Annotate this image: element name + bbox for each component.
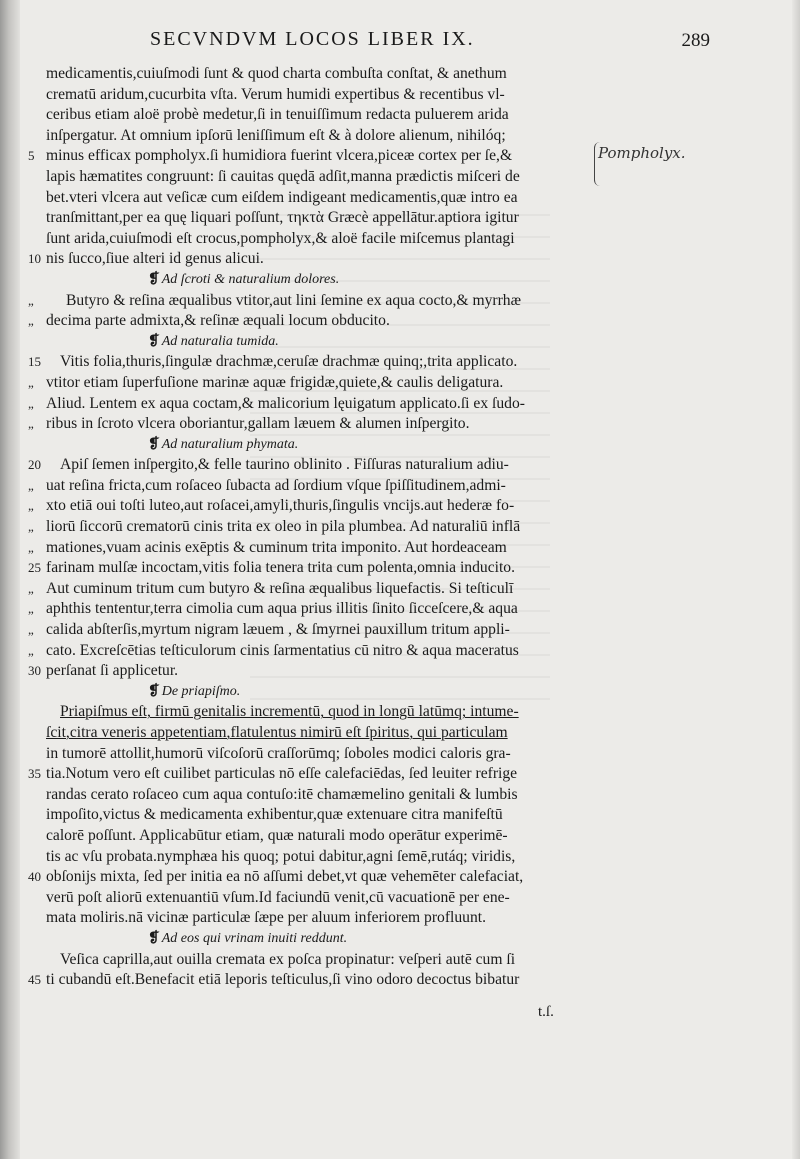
- line-text: randas cerato roſaceo cum aqua contuſo:itē chamæmelino genitali & lumbis: [46, 785, 518, 803]
- line-text: Vitis folia,thuris,ſingulæ drachmæ,ceruſæ drachmæ quinq;,trita applicato.: [60, 353, 518, 371]
- pilcrow-icon: ❡: [148, 436, 160, 452]
- line-marker: „: [28, 519, 34, 535]
- line-marker: „: [28, 622, 34, 638]
- section-heading-line: [28, 332, 603, 353]
- line-text: perſanat ſi applicetur.: [46, 662, 179, 680]
- page-edge: [792, 0, 800, 1159]
- heading-wrapper: [148, 682, 240, 703]
- line-text: bet.vteri vlcera aut veſicæ cum eiſdem indigeant medicamentis,quæ intro ea: [46, 188, 518, 206]
- line-marker: „: [28, 580, 34, 596]
- text-line: [28, 394, 603, 415]
- line-marker: 40: [28, 869, 41, 885]
- text-line: [28, 229, 603, 250]
- text-line: [28, 146, 603, 167]
- heading-text: Ad naturalia tumida.: [161, 333, 279, 349]
- line-marker: 35: [28, 766, 41, 782]
- heading-text: De priapiſmo.: [161, 683, 241, 699]
- line-marker: „: [28, 374, 34, 390]
- line-text: Priapiſmus eſt, firmū genitalis incrementū, quod in longū latūmq; intume-: [60, 703, 519, 721]
- line-text: inſpergatur. At omnium ipſorū leniſſimum eſt & à dolore alienum, nihilóq;: [46, 126, 506, 144]
- line-text: decima parte admixta,& reſinæ æquali locum obducito.: [46, 312, 390, 330]
- heading-text: Ad naturalium phymata.: [161, 436, 299, 452]
- catchword: t.ſ.: [538, 1004, 554, 1020]
- line-text: ceribus etiam aloë probè medetur,ſi in tenuiſſimum redacta puluerem arida: [46, 106, 509, 124]
- text-line: [28, 805, 603, 826]
- section-heading-line: [28, 929, 603, 950]
- pilcrow-icon: ❡: [148, 333, 160, 349]
- text-line: [28, 785, 603, 806]
- line-marker: 5: [28, 148, 35, 164]
- line-text: tranſmittant,per ea quę liquari poſſunt, τηκτὰ Græcè appellātur.aptiora igitur: [46, 209, 519, 227]
- text-line: [28, 208, 603, 229]
- line-marker: „: [28, 292, 34, 308]
- text-line: [28, 558, 603, 579]
- text-line: [28, 826, 603, 847]
- line-text: mationes,vuam acinis exēptis & cuminum trita imponito. Aut hordeaceam: [46, 538, 507, 556]
- line-marker: 20: [28, 457, 41, 473]
- line-text: ſunt arida,cuiuſmodi eſt crocus,pompholyx,& aloë facile miſcemus plantagi: [46, 229, 515, 247]
- line-text: tis ac vſu probata.nymphæa his quoq; potui dabitur,agni ſemē,rutáq; viridis,: [46, 847, 516, 865]
- line-text: medicamentis,cuiuſmodi ſunt & quod charta combuſta conſtat, & anethum: [46, 65, 507, 82]
- line-marker: „: [28, 539, 34, 555]
- text-line: [28, 85, 603, 106]
- text-line: [28, 847, 603, 868]
- text-line: [28, 249, 603, 270]
- main-text-block: [28, 64, 603, 991]
- text-line: [28, 661, 603, 682]
- line-text: cato. Excreſcētias teſticulorum cinis ſarmentatius cū nitro & aqua maceratus: [46, 641, 519, 659]
- line-marker: 15: [28, 354, 41, 370]
- line-text: mata moliris.nā vicinæ particulæ ſæpe per aluum inferiorem profluunt.: [46, 909, 486, 927]
- line-marker: „: [28, 416, 34, 432]
- line-marker: 45: [28, 972, 41, 988]
- line-text: calida abſterſis,myrtum nigram læuem , & ſmyrnei pauxillum tritum appli-: [46, 621, 510, 639]
- line-text: vtitor etiam ſuperfuſione marinæ aquæ frigidæ,quiete,& caulis deligatura.: [46, 373, 504, 391]
- line-text: liorū ſiccorū crematorū cinis trita ex oleo in pila plumbea. Ad naturaliū inflā: [46, 518, 521, 536]
- text-line: [28, 723, 603, 744]
- text-line: [28, 764, 603, 785]
- heading-text: Ad eos qui vrinam inuiti reddunt.: [161, 930, 348, 946]
- text-line: [28, 620, 603, 641]
- line-text: uat reſina fricta,cum roſaceo ſubacta ad ſordium vſque ſpiſſitudinem,admi-: [46, 476, 506, 494]
- line-marker: 30: [28, 663, 41, 679]
- line-marker: „: [28, 601, 34, 617]
- text-line: [28, 702, 603, 723]
- line-text: farinam mulſæ incoctam,vitis folia tenera trita cum polenta,omnia inducito.: [46, 559, 515, 577]
- text-line: [28, 188, 603, 209]
- text-line: [28, 476, 603, 497]
- pilcrow-icon: ❡: [148, 683, 160, 699]
- page-header: [150, 28, 710, 58]
- heading-wrapper: [148, 332, 279, 353]
- section-heading-line: [28, 682, 603, 703]
- line-text: ribus in ſcroto vlcera oboriantur,gallam læuem & alumen inſpergito.: [46, 415, 470, 433]
- heading-wrapper: [148, 929, 347, 950]
- line-text: calorē poſſunt. Applicabūtur etiam, quæ naturali modo operātur experimē-: [46, 826, 508, 844]
- text-line: [28, 496, 603, 517]
- text-line: [28, 455, 603, 476]
- line-marker: 10: [28, 251, 41, 267]
- text-line: [28, 970, 603, 991]
- heading-text: Ad ſcroti & naturalium dolores.: [161, 271, 340, 287]
- text-line: [28, 64, 603, 85]
- line-marker: „: [28, 498, 34, 514]
- line-text: aphthis tententur,terra cimolia cum aqua prius illitis ſinito ſicceſcere,& aqua: [46, 600, 518, 618]
- page-number: 289: [681, 30, 710, 51]
- line-text: minus efficax pompholyx.ſi humidiora fuerint vlcera,piceæ cortex per ſe,&: [46, 147, 513, 165]
- line-text: Butyro & reſina æqualibus vtitor,aut lini ſemine ex aqua cocto,& myrrhæ: [66, 291, 521, 309]
- text-line: [28, 291, 603, 312]
- text-line: [28, 888, 603, 909]
- line-text: obſonijs mixta, ſed per initia ea nō aſſumi debet,vt quæ vehemēter calefaciat,: [46, 868, 524, 886]
- margin-annotation: Pompholyx.: [598, 144, 686, 162]
- line-text: xto etiā oui toſti luteo,aut roſacei,amyli,thuris,ſingulis vncijs.aut hederæ fo-: [46, 497, 515, 515]
- line-text: ſcit,citra veneris appetentiam,flatulentus nimirū eſt ſpiritus, qui particulam: [46, 724, 508, 741]
- text-line: [28, 517, 603, 538]
- line-text: ti cubandū eſt.Benefacit etiā leporis teſticulus,ſi vino odoro decoctus bibatur: [46, 971, 520, 989]
- section-heading-line: [28, 270, 603, 291]
- line-text: Aliud. Lentem ex aqua coctam,& malicorium lęuigatum applicato.ſi ex ſudo-: [46, 394, 525, 412]
- line-marker: „: [28, 395, 34, 411]
- text-line: [28, 352, 603, 373]
- line-text: nis ſucco,ſiue alteri id genus alicui.: [46, 250, 264, 268]
- text-line: [28, 373, 603, 394]
- heading-wrapper: [148, 435, 298, 456]
- line-marker: 25: [28, 560, 41, 576]
- line-marker: „: [28, 477, 34, 493]
- text-line: [28, 126, 603, 147]
- text-line: [28, 414, 603, 435]
- text-line: [28, 908, 603, 929]
- running-title: SECVNDVM LOCOS LIBER IX.: [150, 28, 475, 50]
- text-line: [28, 167, 603, 188]
- text-line: [28, 867, 603, 888]
- pilcrow-icon: ❡: [148, 271, 160, 287]
- line-text: Apiſ ſemen inſpergito,& felle taurino oblinito . Fiſſuras naturalium adiu-: [60, 456, 509, 474]
- section-heading-line: [28, 435, 603, 456]
- line-text: in tumorē attollit,humorū viſcoſorū craſſorūmq; ſoboles modici caloris gra-: [46, 744, 511, 762]
- text-line: [28, 105, 603, 126]
- line-text: lapis hæmatites congruunt: ſi cauitas quędā adſit,manna prædictis miſceri de: [46, 167, 520, 185]
- text-line: [28, 311, 603, 332]
- line-text: Veſica caprilla,aut ouilla cremata ex poſca propinatur: veſperi autē cum ſi: [60, 950, 516, 968]
- heading-wrapper: [148, 270, 339, 291]
- line-text: tia.Notum vero eſt cuilibet particulas nō eſſe calefaciēdas, ſed leuiter refrige: [46, 765, 518, 783]
- text-line: [28, 641, 603, 662]
- text-line: [28, 538, 603, 559]
- line-text: verū poſt aliorū extenuantiū vſum.Id faciundū venit,cū vacuationē per ene-: [46, 888, 510, 906]
- text-line: [28, 599, 603, 620]
- line-marker: „: [28, 642, 34, 658]
- line-marker: „: [28, 313, 34, 329]
- text-line: [28, 744, 603, 765]
- line-text: Aut cuminum tritum cum butyro & reſina æqualibus liquefactis. Si teſticulī: [46, 579, 514, 597]
- pilcrow-icon: ❡: [148, 930, 160, 946]
- page-gutter-shadow: [0, 0, 20, 1159]
- text-line: [28, 950, 603, 971]
- line-text: impoſito,victus & medicamenta exhibentur,quæ extenuare citra manifeſtū: [46, 806, 503, 824]
- line-text: crematū aridum,cucurbita vſta. Verum humidi expertibus & recentibus vl-: [46, 85, 505, 103]
- text-line: [28, 579, 603, 600]
